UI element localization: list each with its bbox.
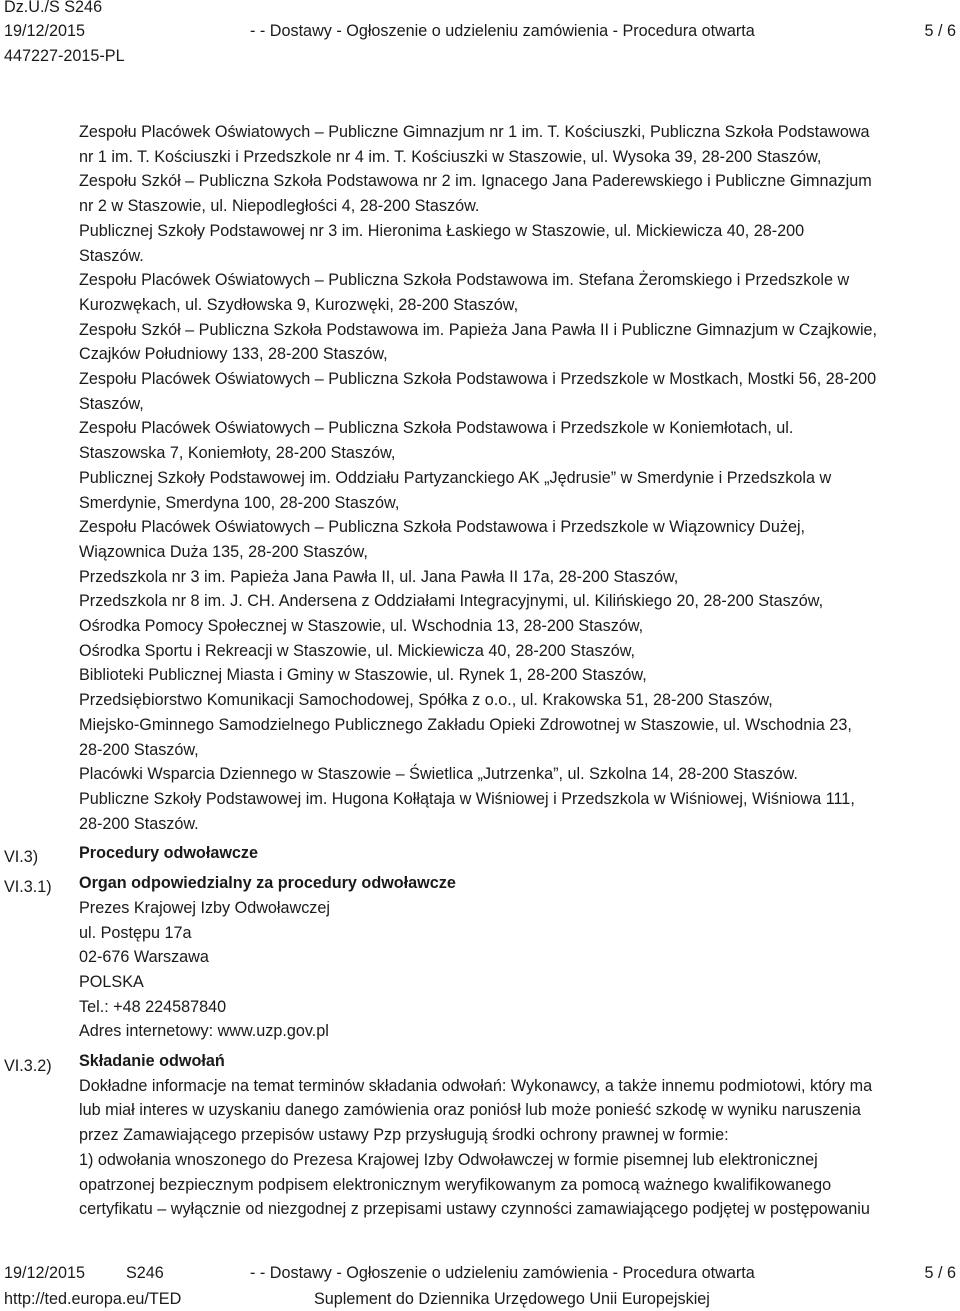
- notice-id: 447227-2015-PL: [4, 47, 125, 65]
- footer-supplement: Suplement do Dziennika Urzędowego Unii Europejskiej: [314, 1290, 710, 1308]
- text-line: Zespołu Szkół – Publiczna Szkoła Podstawowa im. Papieża Jana Pawła II i Publiczne Gimnazjum w Czajkowie,: [79, 320, 878, 339]
- footer-date: 19/12/2015: [4, 1264, 86, 1282]
- section-number-vi32: VI.3.2): [4, 1057, 52, 1075]
- text-line: Zespołu Placówek Oświatowych – Publiczna Szkoła Podstawowa i Przedszkole w Koniemłotach, ul.: [79, 419, 794, 438]
- text-line: Zespołu Placówek Oświatowych – Publiczna Szkoła Podstawowa im. Stefana Żeromskiego i Przedszkole w: [79, 271, 850, 290]
- text-line: nr 1 im. T. Kościuszki i Przedszkole nr 4 im. T. Kościuszki w Staszowie, ul. Wysoka 39, 28-200 Staszów,: [79, 147, 822, 166]
- entity-list: [79, 120, 954, 836]
- text-line: 28-200 Staszów.: [79, 814, 199, 833]
- footer-page-number: 5 / 6: [924, 1264, 956, 1282]
- oj-reference: Dz.U./S S246: [4, 0, 103, 16]
- header-title: - - Dostawy - Ogłoszenie o udzieleniu zamówienia - Procedura otwarta: [250, 22, 755, 40]
- text-line: Biblioteki Publicznej Miasta i Gminy w Staszowie, ul. Rynek 1, 28-200 Staszów,: [79, 666, 647, 685]
- review-body-tel: Tel.: +48 224587840: [79, 997, 227, 1016]
- text-line: Publicznej Szkoły Podstawowej im. Oddziału Partyzanckiego AK „Jędrusie” w Smerdynie i Przedszkola w: [79, 468, 832, 487]
- text-line: Publicznej Szkoły Podstawowej nr 3 im. Hieronima Łaskiego w Staszowie, ul. Mickiewicza 40, 28-200: [79, 221, 805, 240]
- footer-issue: S246: [126, 1264, 164, 1282]
- main-content: [79, 120, 954, 1222]
- text-line: Czajków Południowy 133, 28-200 Staszów,: [79, 345, 388, 364]
- text-line: Zespołu Placówek Oświatowych – Publiczne Gimnazjum nr 1 im. T. Kościuszki, Publiczna Szkoła Podstawowa: [79, 123, 870, 141]
- review-body-street: ul. Postępu 17a: [79, 923, 192, 942]
- web-address-label: Adres internetowy:: [79, 1022, 218, 1041]
- text-line: Wiązownica Duża 135, 28-200 Staszów,: [79, 542, 368, 561]
- page-header: [0, 0, 960, 70]
- text-line: Ośrodka Sportu i Rekreacji w Staszowie, ul. Mickiewicza 40, 28-200 Staszów,: [79, 641, 636, 660]
- review-body-country: POLSKA: [79, 972, 144, 991]
- review-body-name: Prezes Krajowej Izby Odwoławczej: [79, 898, 331, 917]
- text-line: 28-200 Staszów,: [79, 740, 199, 759]
- header-page-number: 5 / 6: [924, 22, 956, 40]
- section-heading-vi32: Składanie odwołań: [79, 1052, 225, 1071]
- text-line: Przedszkola nr 8 im. J. CH. Andersena z Oddziałami Integracyjnymi, ul. Kilińskiego 20, 28-200 Staszów,: [79, 592, 824, 611]
- page-footer: [0, 1262, 960, 1311]
- text-line: Staszów,: [79, 394, 144, 413]
- text-line: Staszów.: [79, 246, 144, 265]
- text-line: Smerdynie, Smerdyna 100, 28-200 Staszów,: [79, 493, 400, 512]
- section-heading-vi31: Organ odpowiedzialny za procedury odwoławcze: [79, 874, 456, 893]
- text-line: Przedsiębiorstwo Komunikacji Samochodowej, Spółka z o.o., ul. Krakowska 51, 28-200 Staszów,: [79, 691, 773, 710]
- text-line: Publiczne Szkoły Podstawowej im. Hugona Kołłątaja w Wiśniowej i Przedszkola w Wiśniowej, Wiśniowa 111,: [79, 789, 855, 808]
- text-line: Zespołu Placówek Oświatowych – Publiczna Szkoła Podstawowa i Przedszkole w Mostkach, Mostki 56, 28-200: [79, 370, 877, 389]
- text-line: 1) odwołania wnoszonego do Prezesa Krajowej Izby Odwoławczej w formie pisemnej lub elektronicznej: [79, 1150, 818, 1169]
- review-body-postal: 02-676 Warszawa: [79, 948, 209, 967]
- text-line: przez Zamawiającego przepisów ustawy Pzp przysługują środki ochrony prawnej w formie:: [79, 1126, 729, 1145]
- header-date: 19/12/2015: [4, 22, 86, 40]
- section-heading-vi3: Procedury odwoławcze: [79, 844, 259, 863]
- text-line: opatrzonej bezpiecznym podpisem elektronicznym weryfikowanym za pomocą ważnego kwalifikowanego: [79, 1175, 832, 1194]
- section-number-vi31: VI.3.1): [4, 878, 52, 896]
- text-line: nr 2 w Staszowie, ul. Niepodległości 4, 28-200 Staszów.: [79, 197, 480, 216]
- text-line: Ośrodka Pomocy Społecznej w Staszowie, ul. Wschodnia 13, 28-200 Staszów,: [79, 617, 644, 636]
- text-line: Zespołu Placówek Oświatowych – Publiczna Szkoła Podstawowa i Przedszkole w Wiązownicy Dużej,: [79, 518, 806, 537]
- text-line: Zespołu Szkół – Publiczna Szkoła Podstawowa nr 2 im. Ignacego Jana Paderewskiego i Publiczne Gimnazjum: [79, 172, 872, 191]
- text-line: Placówki Wsparcia Dziennego w Staszowie – Świetlica „Jutrzenka”, ul. Szkolna 14, 28-200 Staszów.: [79, 765, 798, 784]
- text-line: Staszowska 7, Koniemłoty, 28-200 Staszów,: [79, 444, 396, 463]
- footer-url[interactable]: http://ted.europa.eu/TED: [4, 1290, 182, 1308]
- text-line: certyfikatu – wyłącznie od niezgodnej z przepisami ustawy czynności zamawiającego podjętej w postępowaniu: [79, 1200, 870, 1219]
- text-line: Miejsko-Gminnego Samodzielnego Publicznego Zakładu Opieki Zdrowotnej w Staszowie, ul. Wschodnia 23,: [79, 715, 852, 734]
- section-number-vi3: VI.3): [4, 848, 39, 866]
- web-address-link[interactable]: www.uzp.gov.pl: [217, 1022, 329, 1041]
- text-line: Kurozwękach, ul. Szydłowska 9, Kurozwęki, 28-200 Staszów,: [79, 295, 519, 314]
- text-line: Przedszkola nr 3 im. Papieża Jana Pawła II, ul. Jana Pawła II 17a, 28-200 Staszów,: [79, 567, 679, 586]
- text-line: Dokładne informacje na temat terminów składania odwołań: Wykonawcy, a także innemu podmiotowi, który ma: [79, 1076, 873, 1095]
- footer-title: - - Dostawy - Ogłoszenie o udzieleniu zamówienia - Procedura otwarta: [250, 1264, 755, 1282]
- text-line: lub miał interes w uzyskaniu danego zamówienia oraz poniósł lub może ponieść szkodę w wyniku naruszenia: [79, 1101, 861, 1120]
- review-body-web: [79, 1019, 954, 1044]
